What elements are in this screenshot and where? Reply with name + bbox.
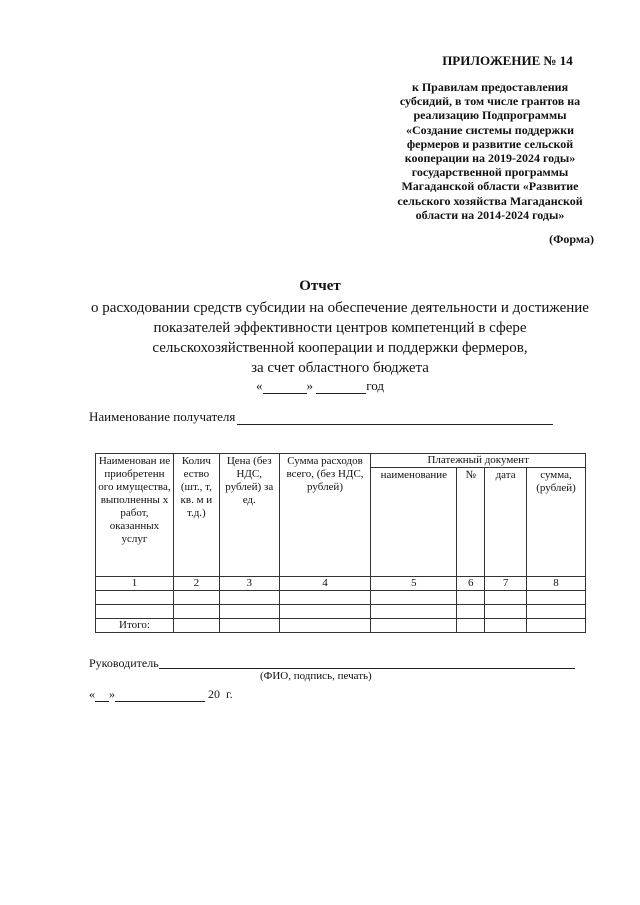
table-column-numbers: [96, 577, 586, 591]
table-cell[interactable]: [279, 591, 371, 605]
appendix-reference-line: области на 2014-2024 годы»: [415, 207, 565, 222]
table-cell[interactable]: [96, 605, 174, 619]
table-cell[interactable]: [527, 591, 586, 605]
table-total-row: [96, 619, 586, 633]
appendix-title: ПРИЛОЖЕНИЕ № 14: [442, 53, 573, 68]
date-open-quote: «: [89, 687, 95, 701]
appendix-reference-line: сельского хозяйства Магаданской: [397, 193, 583, 208]
table-cell[interactable]: [219, 619, 279, 633]
report-subtitle-line: о расходовании средств субсидии на обеспечение деятельности и достижение: [91, 300, 589, 316]
table-cell[interactable]: [219, 605, 279, 619]
table-cell[interactable]: [485, 605, 527, 619]
appendix-reference-line: «Создание системы поддержки: [405, 122, 575, 137]
header-unit-price: Цена (без НДС, рублей) за ед.: [219, 454, 279, 577]
total-label: Итого:: [96, 619, 174, 633]
header-payment-number: №: [457, 468, 485, 577]
day-blank[interactable]: [263, 377, 307, 394]
form-label: (Форма): [549, 232, 594, 246]
table-cell[interactable]: [371, 619, 457, 633]
column-number: 3: [219, 577, 279, 591]
column-number: 8: [527, 577, 586, 591]
year-close-quote: »: [306, 378, 313, 393]
table-cell[interactable]: [279, 605, 371, 619]
appendix-reference-line: Магаданской области «Развитие: [401, 179, 579, 194]
header-payment-document: Платежный документ: [371, 454, 586, 468]
header-payment-sum: сумма, (рублей): [527, 468, 586, 577]
table-cell[interactable]: [279, 619, 371, 633]
report-table: [95, 453, 586, 633]
signature-caption: (ФИО, подпись, печать): [260, 670, 372, 682]
table-cell[interactable]: [485, 591, 527, 605]
signature-date-line: [89, 686, 233, 702]
date-close-quote: »: [109, 687, 115, 701]
table-cell[interactable]: [173, 619, 219, 633]
table-cell[interactable]: [457, 605, 485, 619]
table-cell[interactable]: [173, 605, 219, 619]
recipient-label: Наименование получателя: [89, 409, 236, 424]
appendix-reference-line: кооперации на 2019-2024 годы»: [404, 151, 576, 166]
report-title: Отчет: [299, 278, 341, 294]
appendix-reference: [380, 80, 600, 222]
report-year-line: [200, 377, 440, 394]
column-number: 1: [96, 577, 174, 591]
table-cell[interactable]: [219, 591, 279, 605]
appendix-reference-line: к Правилам предоставления: [411, 80, 569, 94]
column-number: 5: [371, 577, 457, 591]
table-row: [96, 591, 586, 605]
table-cell[interactable]: [96, 591, 174, 605]
date-month-blank[interactable]: [115, 686, 205, 702]
appendix-reference-line: реализацию Подпрограммы: [413, 108, 567, 123]
header-payment-name: наименование: [371, 468, 457, 577]
column-number: 2: [173, 577, 219, 591]
table-header-row: [96, 454, 586, 468]
table-cell[interactable]: [527, 605, 586, 619]
table-cell[interactable]: [371, 605, 457, 619]
table-cell[interactable]: [457, 591, 485, 605]
column-number: 6: [457, 577, 485, 591]
table-cell[interactable]: [173, 591, 219, 605]
appendix-reference-line: субсидий, в том числе грантов на: [399, 94, 581, 109]
report-subtitle: [70, 298, 610, 378]
header-total-amount: Сумма расходов всего, (без НДС, рублей): [279, 454, 371, 577]
header-payment-date: дата: [485, 468, 527, 577]
header-item-name: Наименован ие приобретенн ого имущества, выполненны х работ, оказанных услуг: [96, 454, 174, 577]
report-subtitle-line: сельскохозяйственной кооперации и поддержки фермеров,: [152, 340, 528, 356]
month-blank[interactable]: [316, 377, 366, 394]
year-label: год: [366, 378, 384, 393]
recipient-blank[interactable]: [237, 424, 553, 425]
head-label: Руководитель: [89, 656, 159, 670]
head-signature-blank[interactable]: [159, 668, 575, 669]
column-number: 7: [485, 577, 527, 591]
table-cell[interactable]: [485, 619, 527, 633]
year-open-quote: «: [256, 378, 263, 393]
date-day-blank[interactable]: [95, 686, 109, 702]
report-subtitle-line: показателей эффективности центров компетенций в сфере: [153, 320, 527, 336]
date-year-suffix: г.: [226, 687, 233, 701]
report-subtitle-line: за счет областного бюджета: [251, 360, 429, 376]
header-quantity: Колич ество (шт., т, кв. м и т.д.): [173, 454, 219, 577]
appendix-reference-line: государственной программы: [411, 165, 569, 180]
table-cell[interactable]: [457, 619, 485, 633]
table-cell[interactable]: [527, 619, 586, 633]
column-number: 4: [279, 577, 371, 591]
date-year-prefix: 20: [208, 687, 220, 701]
table-cell[interactable]: [371, 591, 457, 605]
table-row: [96, 605, 586, 619]
appendix-reference-line: фермеров и развитие сельской: [406, 136, 574, 151]
